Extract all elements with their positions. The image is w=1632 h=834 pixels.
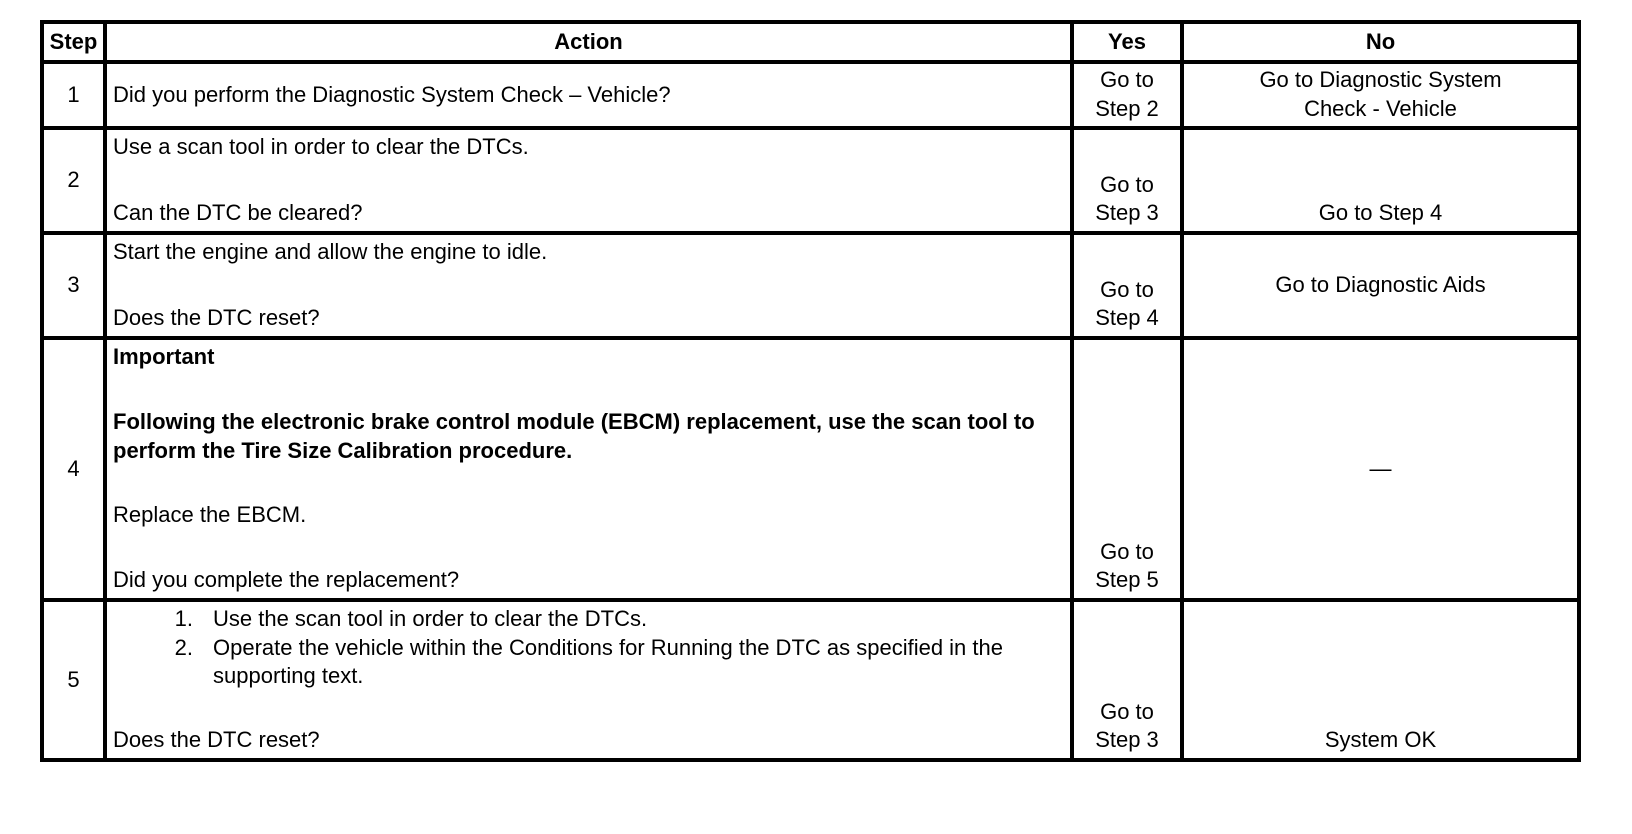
no-cell: — bbox=[1182, 338, 1579, 600]
yes-line-1: Go to bbox=[1100, 698, 1154, 724]
no-cell: Go to Diagnostic Aids bbox=[1182, 233, 1579, 338]
action-question: Did you complete the replacement? bbox=[113, 567, 460, 593]
action-instruction: Start the engine and allow the engine to idle. bbox=[113, 239, 548, 264]
list-item bbox=[113, 634, 1064, 691]
yes-line-1: Go to bbox=[1100, 171, 1154, 197]
step-number: 1 bbox=[42, 62, 105, 128]
list-item-text: Use the scan tool in order to clear the DTCs. bbox=[213, 606, 648, 631]
step-number: 4 bbox=[42, 338, 105, 600]
yes-line-2: Step 3 bbox=[1095, 200, 1159, 226]
table-row-3 bbox=[42, 233, 1579, 338]
action-question: Does the DTC reset? bbox=[113, 305, 320, 331]
no-line-2: Check - Vehicle bbox=[1304, 96, 1457, 121]
yes-cell bbox=[1072, 233, 1182, 338]
yes-cell bbox=[1072, 128, 1182, 233]
table-row-5 bbox=[42, 600, 1579, 760]
action-list bbox=[113, 605, 1064, 691]
list-item-number: 2. bbox=[174, 634, 193, 660]
action-cell bbox=[105, 62, 1072, 128]
table-row-1 bbox=[42, 62, 1579, 128]
yes-line-2: Step 3 bbox=[1095, 727, 1159, 753]
yes-line-1: Go to bbox=[1100, 276, 1154, 302]
step-number: 2 bbox=[42, 128, 105, 233]
action-question: Can the DTC be cleared? bbox=[113, 200, 363, 226]
list-item-text: Operate the vehicle within the Conditions for Running the DTC as specified in the supporting text. bbox=[213, 634, 1003, 689]
step-number: 3 bbox=[42, 233, 105, 338]
action-cell bbox=[105, 600, 1072, 760]
yes-line-2: Step 2 bbox=[1095, 96, 1159, 121]
important-label: Important bbox=[113, 344, 215, 369]
yes-line-2: Step 4 bbox=[1095, 305, 1159, 331]
no-line-1: Go to Diagnostic System bbox=[1259, 67, 1502, 93]
header-row bbox=[42, 22, 1579, 62]
step-number: 5 bbox=[42, 600, 105, 760]
yes-cell bbox=[1072, 62, 1182, 128]
action-cell bbox=[105, 128, 1072, 233]
action-instruction: Use a scan tool in order to clear the DTCs. bbox=[113, 134, 529, 159]
yes-line-1: Go to bbox=[1100, 67, 1154, 93]
no-cell: Go to Step 4 bbox=[1182, 128, 1579, 233]
yes-cell bbox=[1072, 600, 1182, 760]
yes-cell bbox=[1072, 338, 1182, 600]
header-action: Action bbox=[105, 22, 1072, 62]
list-item bbox=[113, 605, 1064, 634]
table-row-2 bbox=[42, 128, 1579, 233]
action-cell bbox=[105, 233, 1072, 338]
action-question: Does the DTC reset? bbox=[113, 727, 320, 753]
header-no: No bbox=[1182, 22, 1579, 62]
header-yes: Yes bbox=[1072, 22, 1182, 62]
diagnostic-table bbox=[40, 20, 1581, 762]
no-cell: System OK bbox=[1182, 600, 1579, 760]
header-step: Step bbox=[42, 22, 105, 62]
action-question: Did you perform the Diagnostic System Check – Vehicle? bbox=[113, 81, 671, 107]
no-cell bbox=[1182, 62, 1579, 128]
important-note: Following the electronic brake control module (EBCM) replacement, use the scan tool to perform the Tire Size Calibration procedure. bbox=[113, 408, 1035, 463]
list-item-number: 1. bbox=[174, 606, 193, 631]
yes-line-1: Go to bbox=[1100, 538, 1154, 564]
yes-line-2: Step 5 bbox=[1095, 567, 1159, 593]
table-row-4 bbox=[42, 338, 1579, 600]
action-cell bbox=[105, 338, 1072, 600]
action-instruction: Replace the EBCM. bbox=[113, 502, 307, 528]
